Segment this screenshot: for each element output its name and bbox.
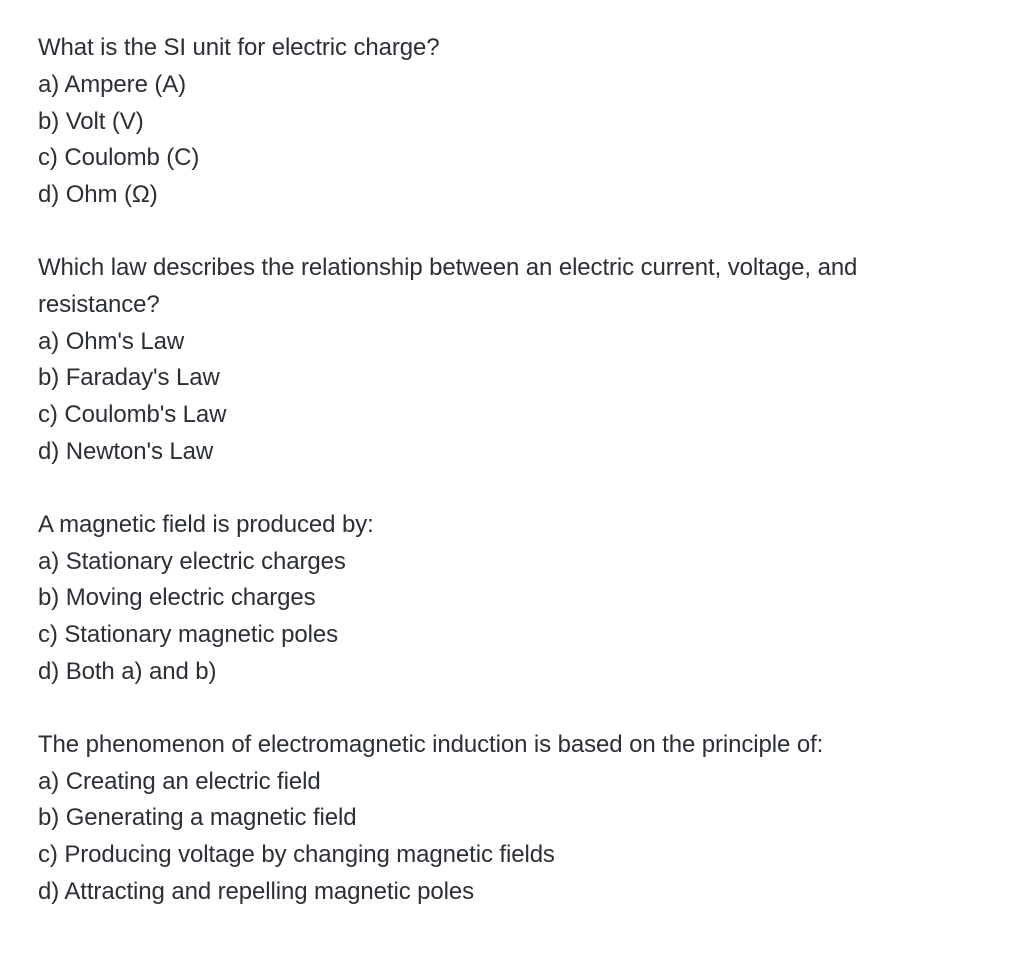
option-b: b) Volt (V) — [38, 107, 144, 135]
question-text: A magnetic field is produced by: — [38, 510, 374, 538]
option-a: a) Ohm's Law — [38, 327, 185, 355]
option-c: c) Coulomb's Law — [38, 401, 227, 429]
option-c: c) Coulomb (C) — [38, 144, 200, 172]
option-b: b) Faraday's Law — [38, 364, 220, 392]
question-text: Which law describes the relationship between an electric current, voltage, and resistance? — [38, 253, 858, 318]
option-b: b) Moving electric charges — [38, 584, 316, 612]
question-2 — [38, 250, 968, 471]
option-list — [38, 67, 968, 214]
option-list — [38, 764, 968, 911]
option-d: d) Ohm (Ω) — [38, 181, 158, 209]
question-text: The phenomenon of electromagnetic induction is based on the principle of: — [38, 730, 824, 758]
option-a: a) Stationary electric charges — [38, 547, 346, 575]
question-3 — [38, 507, 968, 691]
option-b: b) Generating a magnetic field — [38, 804, 357, 832]
option-d: d) Attracting and repelling magnetic poles — [38, 877, 475, 905]
question-1 — [38, 30, 968, 214]
option-d: d) Both a) and b) — [38, 657, 217, 685]
question-4 — [38, 727, 968, 911]
option-list — [38, 324, 968, 471]
option-c: c) Stationary magnetic poles — [38, 621, 339, 649]
option-list — [38, 544, 968, 691]
option-d: d) Newton's Law — [38, 437, 214, 465]
option-a: a) Creating an electric field — [38, 767, 321, 795]
option-a: a) Ampere (A) — [38, 70, 187, 98]
option-c: c) Producing voltage by changing magnetic fields — [38, 841, 555, 869]
question-text: What is the SI unit for electric charge? — [38, 34, 440, 61]
